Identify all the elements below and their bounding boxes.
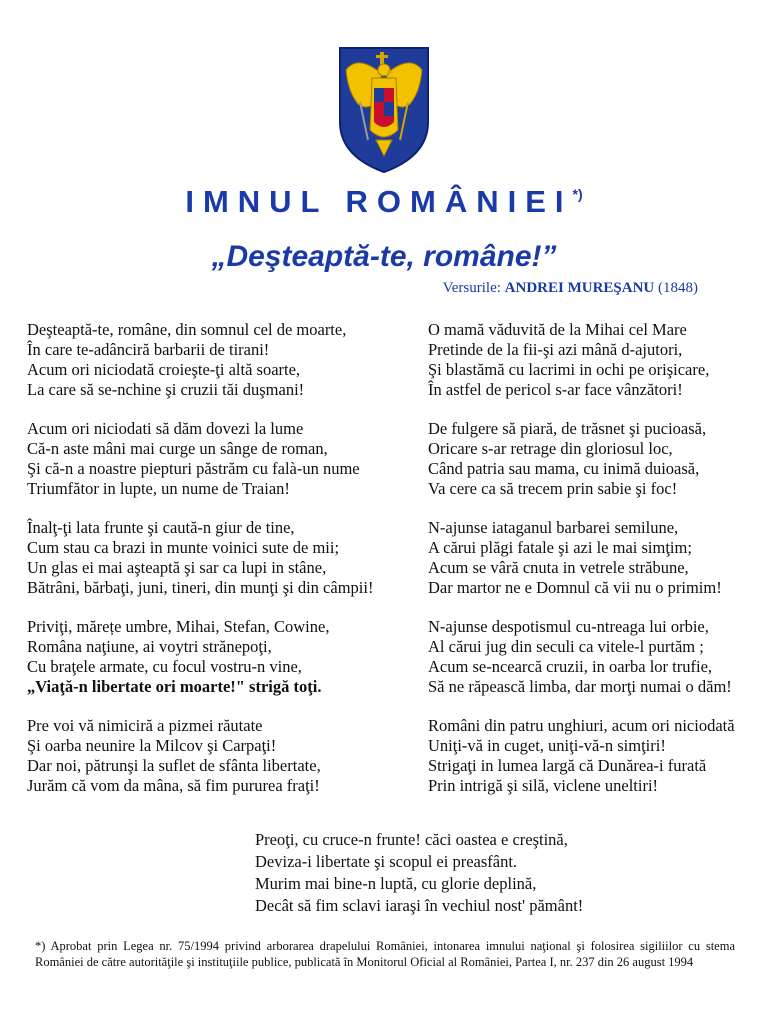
verse-line: Şi că-n a noastre piepturi păstrăm cu falà-un nume: [27, 459, 360, 478]
verse-line: N-ajunse iataganul barbarei semilune,: [428, 518, 679, 537]
verse-line: Prin intrigă şi silă, viclene uneltiri!: [428, 776, 659, 795]
verse-line: Triumfător in lupte, un nume de Traian!: [27, 479, 290, 498]
stanza: [428, 617, 768, 697]
verse-line: Deviza-i libertate şi scopul ei preasfânt.: [255, 852, 518, 871]
verse-line: Şi blastămă cu lacrimi in ochi pe orişicare,: [428, 360, 710, 379]
verse-line: În astfel de pericol s-ar face vânzători!: [428, 380, 683, 399]
verse-line: Şi oarba neunire la Milcov şi Carpaţi!: [27, 736, 277, 755]
verse-line: Pretinde de la fii-şi azi mână d-ajutori,: [428, 340, 683, 359]
verse-line: Înalţ-ţi lata frunte şi caută-n giur de tine,: [27, 518, 295, 537]
verse-line: Dar noi, pătrunşi la suflet de sfânta libertate,: [27, 756, 321, 775]
verse-line: Cu braţele armate, cu focul vostru-n vine,: [27, 657, 302, 676]
verse-line: Acum ori niciodată croieşte-ţi altă soarte,: [27, 360, 301, 379]
right-column: [428, 320, 768, 815]
verse-line: Cum stau ca brazi in munte voinici sute de mii;: [27, 538, 340, 557]
verse-line: Va cere ca să trecem prin sabie şi foc!: [428, 479, 678, 498]
verse-line: Pre voi vă nimiciră a pizmei răutate: [27, 716, 263, 735]
verse-line: Acum ori niciodati să dăm dovezi la lume: [27, 419, 304, 438]
stanza: [27, 518, 399, 598]
title-text: IMNUL ROMÂNIEI: [185, 184, 573, 219]
verse-line: A cărui plăgi fatale şi azi le mai simţim;: [428, 538, 692, 557]
verse-line: Priviţi, mărețe umbre, Mihai, Stefan, Cowine,: [27, 617, 330, 636]
romania-coat-of-arms: [338, 44, 430, 174]
verse-line: Acum se-ncearcă cruzii, in oarba lor trufie,: [428, 657, 713, 676]
verse-line: Deşteaptă-te, române, din somnul cel de moarte,: [27, 320, 347, 339]
stanza: [27, 716, 399, 796]
verse-line: „Viaţă-n libertate ori moarte!" strigă toţi.: [27, 677, 322, 696]
author-line: [443, 280, 698, 297]
verse-line: Decât să fim sclavi iaraşi în vechiul nost' pământ!: [255, 896, 584, 915]
title-footnote-mark: *): [572, 186, 583, 202]
stanza: [27, 320, 399, 400]
stanza: [428, 518, 768, 598]
verse-line: Români din patru unghiuri, acum ori niciodată: [428, 716, 735, 735]
verse-line: Bătrâni, bărbaţi, juni, tineri, din munţi şi din câmpii!: [27, 578, 374, 597]
stanza: [428, 320, 768, 400]
verse-line: Uniţi-vă in cuget, uniţi-vă-n simţiri!: [428, 736, 666, 755]
anthem-subtitle: „Deşteaptă-te, române!”: [211, 240, 557, 273]
verse-line: De fulgere să piară, de trăsnet şi pucioasă,: [428, 419, 707, 438]
verse-line: Când patria sau mama, cu inimă duioasă,: [428, 459, 700, 478]
verse-line: Jurăm că vom da mâna, să fim pururea fraţi!: [27, 776, 320, 795]
stanza: [27, 419, 399, 499]
verse-line: O mamă văduvită de la Mihai cel Mare: [428, 320, 687, 339]
stanza: [428, 716, 768, 796]
verse-line: Strigaţi in lumea largă că Dunărea-i furată: [428, 756, 707, 775]
verse-line: Că-n aste mâni mai curge un sânge de roman,: [27, 439, 328, 458]
verse-line: Oricare s-ar retrage din gloriosul loc,: [428, 439, 673, 458]
verse-line: Un glas ei mai aşteaptă şi sar ca lupi in stâne,: [27, 558, 327, 577]
verse-line: În care te-adânciră barbarii de tirani!: [27, 340, 270, 359]
verse-line: Preoţi, cu cruce-n frunte! căci oastea e creştină,: [255, 830, 568, 849]
verse-line: Al cărui jug din seculi ca vitele-l purtăm ;: [428, 637, 704, 656]
verse-line: Româna naţiune, ai voytri strănepoţi,: [27, 637, 272, 656]
verse-line: Dar martor ne e Domnul că vii nu o primim!: [428, 578, 722, 597]
author-name: ANDREI MUREŞANU: [504, 280, 655, 296]
verse-line: La care să se-nchine şi cruzii tăi duşmani!: [27, 380, 305, 399]
verse-line: N-ajunse despotismul cu-ntreaga lui orbie,: [428, 617, 709, 636]
stanza: [27, 617, 399, 697]
footnote: *) Aprobat prin Legea nr. 75/1994 privind arborarea drapelului României, intonarea imnului naţional şi folosirea sigiliilor cu stema României de către autorităţile şi instituţiile publice, publicată în Monitorul Oficial al României, Partea I, nr. 237 din 26 august 1994: [35, 939, 735, 969]
verse-line: Să ne răpească limba, dar morţi numai o dăm!: [428, 677, 732, 696]
final-stanza: [255, 829, 583, 917]
author-prefix: Versurile:: [442, 280, 501, 296]
left-column: [27, 320, 399, 815]
author-year: (1848): [658, 280, 698, 296]
verse-line: Murim mai bine-n luptă, cu glorie deplină,: [255, 874, 537, 893]
stanza: [428, 419, 768, 499]
verse-line: Acum se vâră cnuta in vetrele străbune,: [428, 558, 689, 577]
anthem-title: [0, 184, 768, 220]
